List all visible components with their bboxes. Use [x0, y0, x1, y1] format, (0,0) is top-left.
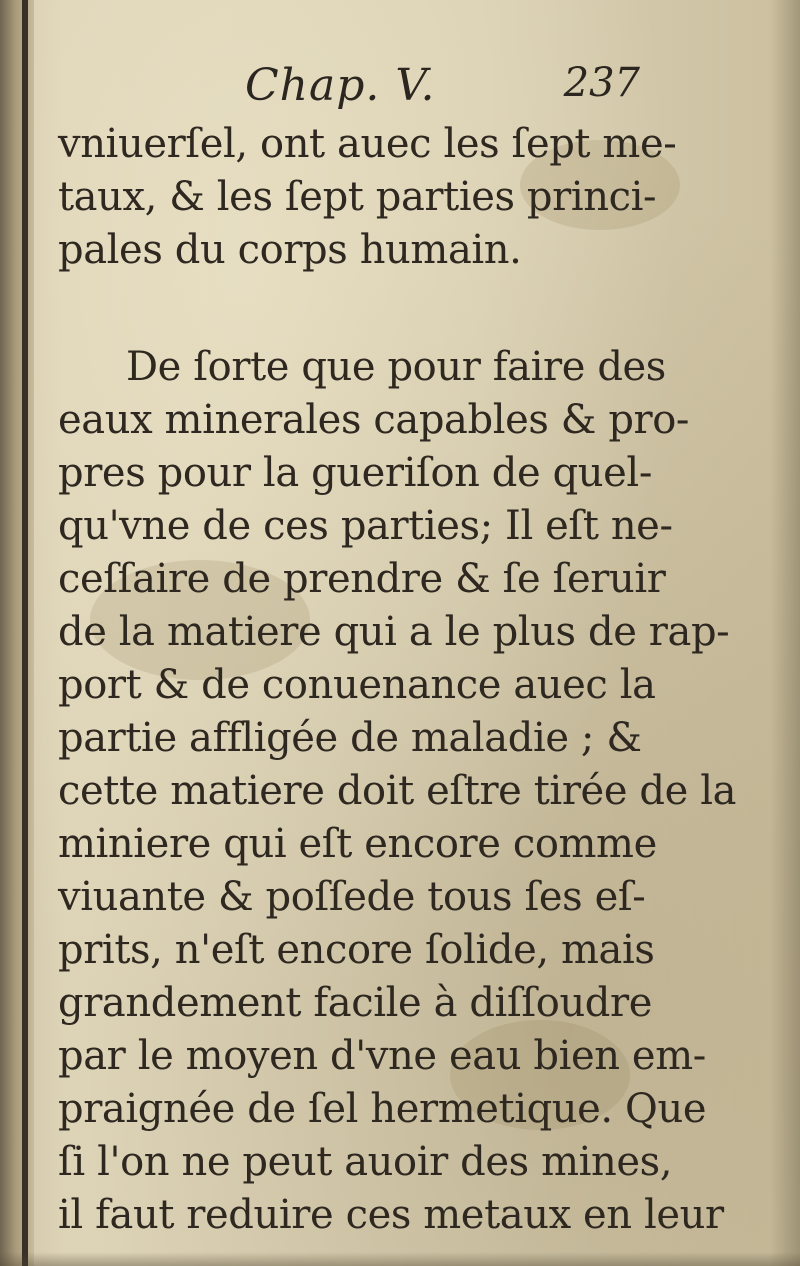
- text-line: eaux minerales capables & pro-: [58, 397, 690, 443]
- text-line: port & de conuenance auec la: [58, 662, 656, 708]
- text-line: cette matiere doit eſtre tirée de la: [58, 768, 737, 814]
- gutter-shadow-line: [22, 0, 28, 1266]
- running-head: Chap. V.: [245, 60, 436, 111]
- page-edge-shadow: [770, 0, 800, 1266]
- page-number: 237: [563, 60, 640, 106]
- text-line: viuante & poſſede tous ſes eſ-: [58, 874, 646, 920]
- text-line: De ſorte que pour faire des: [126, 344, 666, 390]
- body-text: [58, 118, 737, 1242]
- text-line: de la matiere qui a le plus de rap-: [58, 609, 730, 655]
- text-line: miniere qui eſt encore comme: [58, 821, 657, 867]
- text-line: ceſſaire de prendre & ſe ſeruir: [58, 556, 666, 602]
- text-line: praignée de ſel hermetique. Que: [58, 1086, 707, 1132]
- paragraph-gap: [58, 277, 630, 341]
- text-line: taux, & les ſept parties princi-: [58, 174, 657, 220]
- text-line: partie affligée de maladie ; &: [58, 715, 642, 761]
- page-header: [60, 60, 640, 116]
- text-line: pres pour la gueriſon de quel-: [58, 450, 652, 496]
- book-spine: [0, 0, 34, 1266]
- text-line: grandement facile à diſſoudre: [58, 980, 653, 1026]
- text-line: ſi l'on ne peut auoir des mines,: [58, 1139, 673, 1185]
- text-line: qu'vne de ces parties; Il eſt ne-: [58, 503, 673, 549]
- page-bottom-shadow: [0, 1252, 800, 1266]
- text-line: prits, n'eſt encore ſolide, mais: [58, 927, 655, 973]
- text-line: pales du corps humain.: [58, 227, 522, 273]
- text-line: il faut reduire ces metaux en leur: [58, 1192, 724, 1238]
- text-line: par le moyen d'vne eau bien em-: [58, 1033, 706, 1079]
- text-line: vniuerſel, ont auec les ſept me-: [58, 121, 677, 167]
